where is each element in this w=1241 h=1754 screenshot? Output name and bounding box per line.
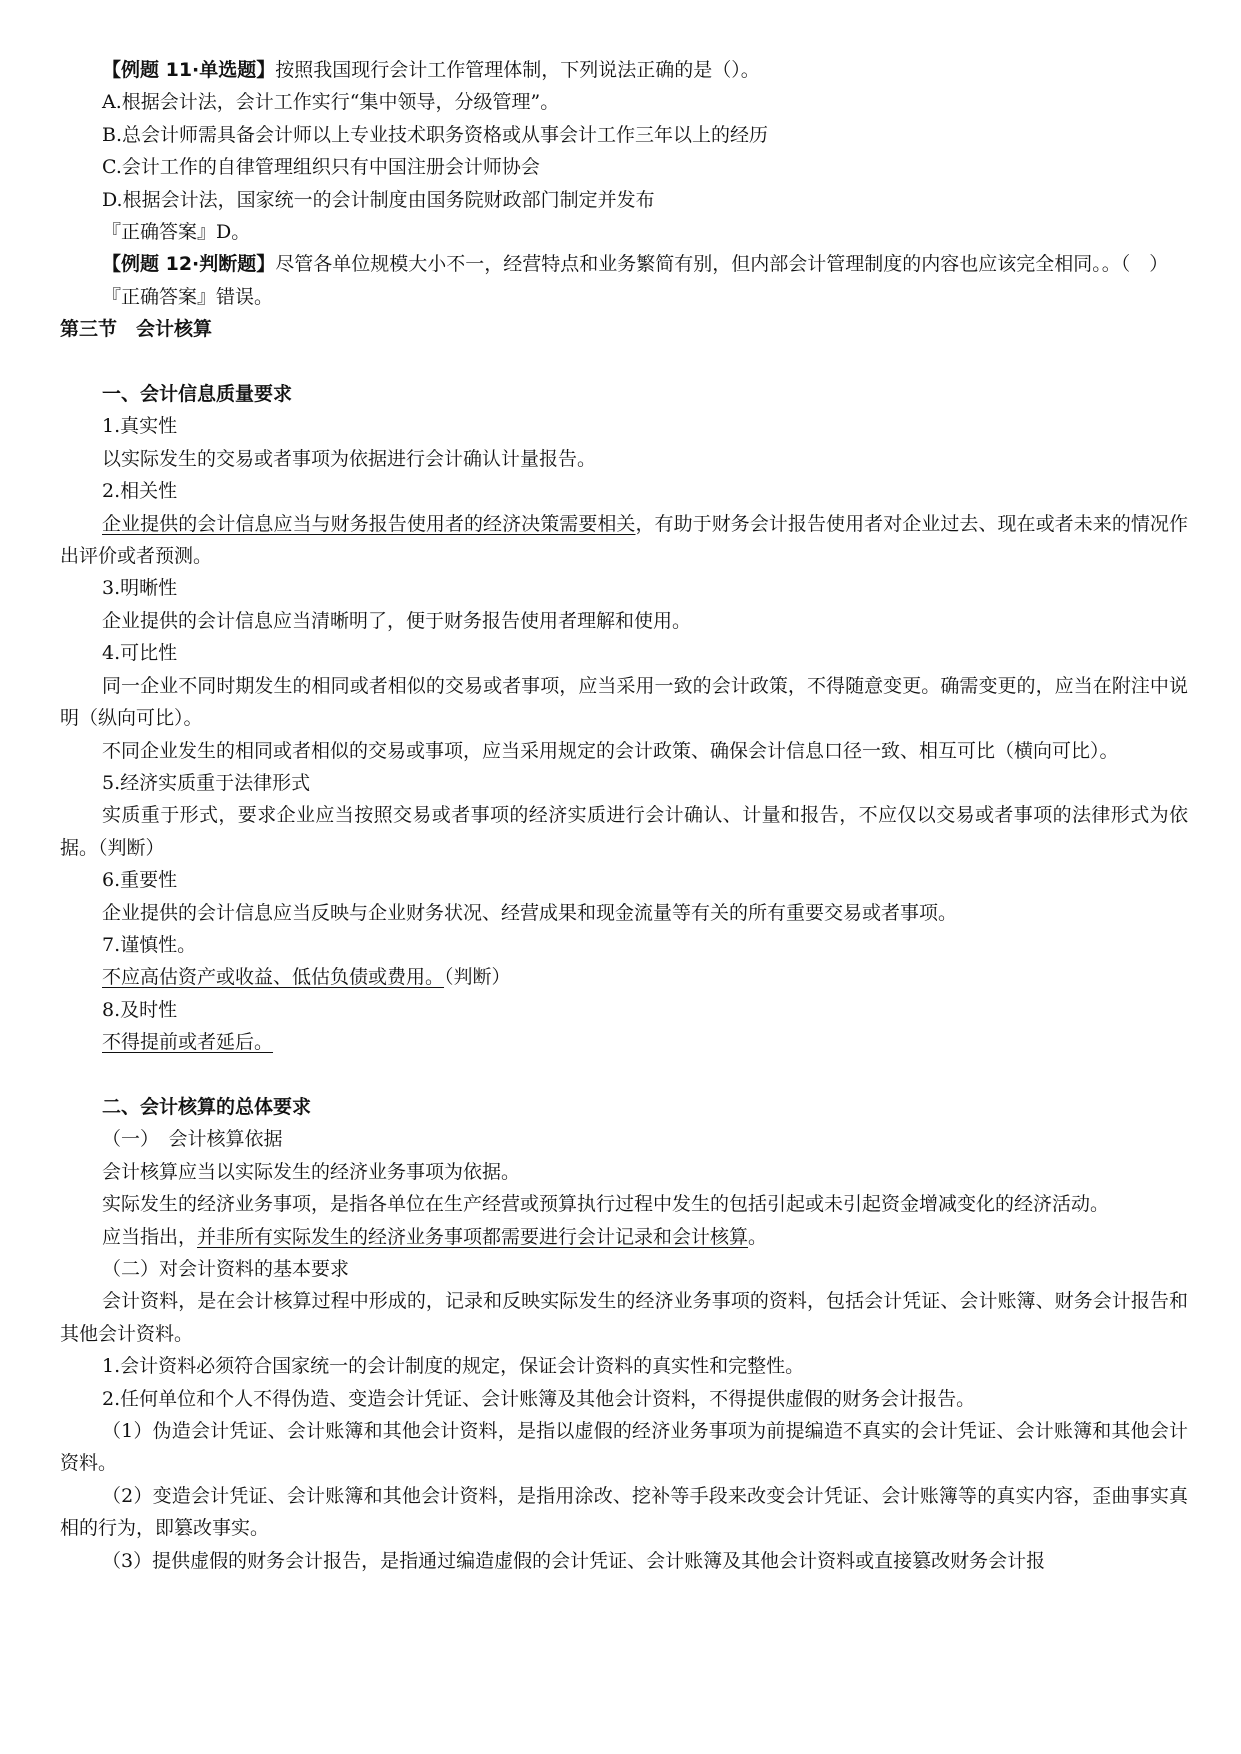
sub2-paragraph-2: 1.会计资料必须符合国家统一的会计制度的规定，保证会计资料的真实性和完整性。 [102,1355,805,1378]
sub2-paragraph-3: 2.任何单位和个人不得伪造、变造会计凭证、会计账簿及其他会计资料，不得提供虚假的财务会计报告。 [102,1387,976,1410]
item-2-underlined: 企业提供的会计信息应当与财务报告使用者的经济决策需要相关 [102,512,636,535]
sub1-paragraph-2: 实际发生的经济业务事项，是指各单位在生产经营或预算执行过程中发生的包括引起或未引起资金增减变化的经济活动。 [102,1193,1110,1216]
item-1-text: 以实际发生的交易或者事项为依据进行会计确认计量报告。 [102,447,597,470]
item-3-text: 企业提供的会计信息应当清晰明了，便于财务报告使用者理解和使用。 [102,609,692,632]
item-7-title: 7.谨慎性。 [102,933,197,956]
sub2-paragraph-5: （2）变造会计凭证、会计账簿和其他会计资料，是指用涂改、挖补等手段来改变会计凭证、会计账簿等的真实内容，歪曲事实真相的行为，即篡改事实。 [60,1484,1188,1540]
item-4-text-2: 不同企业发生的相同或者相似的交易或事项，应当采用规定的会计政策、确保会计信息口径一致、相互可比（横向可比）。 [102,739,1119,762]
item-5-title: 5.经济实质重于法律形式 [102,771,311,794]
section-title: 第三节 会计核算 [60,318,213,341]
sub1-title: （一） 会计核算依据 [102,1128,283,1151]
example-11-option-a: A.根据会计法，会计工作实行“集中领导，分级管理”。 [102,91,560,114]
example-11-answer: 『正确答案』D。 [102,221,251,244]
item-8-text [60,1026,1188,1058]
example-12-stem: 【例题 12·判断题】尽管各单位规模大小不一，经营特点和业务繁简有别，但内部会计管理制度的内容也应该完全相同。。（ ） [102,253,1169,276]
sub2-title: （二）对会计资料的基本要求 [102,1258,350,1280]
example-11-option-c: C.会计工作的自律管理组织只有中国注册会计师协会 [102,156,540,179]
document-page [60,54,1188,1577]
item-6-text: 企业提供的会计信息应当反映与企业财务状况、经营成果和现金流量等有关的所有重要交易或者事项。 [102,901,958,924]
item-5-text: 实质重于形式，要求企业应当按照交易或者事项的经济实质进行会计确认、计量和报告，不应仅以交易或者事项的法律形式为依据。（判断） [60,804,1188,859]
item-8-underlined: 不得提前或者延后。 [102,1031,274,1054]
item-6-title: 6.重要性 [102,869,178,892]
sub1-paragraph-1: 会计核算应当以实际发生的经济业务事项为依据。 [102,1160,521,1183]
item-4-text-1: 同一企业不同时期发生的相同或者相似的交易或者事项，应当采用一致的会计政策，不得随意变更。确需变更的，应当在附注中说明（纵向可比）。 [60,674,1188,730]
sub2-paragraph-4: （1）伪造会计凭证、会计账簿和其他会计资料，是指以虚假的经济业务事项为前提编造不真实的会计凭证、会计账簿和其他会计资料。 [60,1420,1188,1475]
item-7-text: 不应高估资产或收益、低估负债或费用。（判断） [102,966,511,989]
example-11-option-d: D.根据会计法，国家统一的会计制度由国务院财政部门制定并发布 [102,188,655,211]
example-11-option-b: B.总会计师需具备会计师以上专业技术职务资格或从事会计工作三年以上的经历 [102,123,769,146]
spacer [60,346,1188,378]
item-7-underlined: 不应高估资产或收益、低估负债或费用。 [102,966,445,989]
item-2-text: 企业提供的会计信息应当与财务报告使用者的经济决策需要相关，有助于财务会计报告使用者对企业过去、现在或者未来的情况作出评价或者预测。 [60,512,1188,568]
item-4-title: 4.可比性 [102,642,178,665]
item-8-title: 8.及时性 [102,998,178,1021]
sub2-paragraph-1: 会计资料，是在会计核算过程中形成的，记录和反映实际发生的经济业务事项的资料，包括会计凭证、会计账簿、财务会计报告和其他会计资料。 [60,1290,1188,1345]
part2-heading: 二、会计核算的总体要求 [102,1095,312,1118]
spacer [60,1059,1188,1091]
item-1-title: 1.真实性 [102,415,178,438]
sub1-paragraph-3: 应当指出，并非所有实际发生的经济业务事项都需要进行会计记录和会计核算。 [102,1225,768,1248]
sub1-underlined: 并非所有实际发生的经济业务事项都需要进行会计记录和会计核算 [197,1225,749,1248]
example-11-stem: 【例题 11·单选题】按照我国现行会计工作管理体制，下列说法正确的是（）。 [102,59,760,81]
example-12-label: 【例题 12·判断题】 [102,253,276,276]
item-2-title: 2.相关性 [102,480,178,503]
example-12-answer: 『正确答案』错误。 [102,285,274,308]
sub2-paragraph-6: （3）提供虚假的财务会计报告，是指通过编造虚假的会计凭证、会计账簿及其他会计资料或直接篡改财务会计报 [102,1549,1046,1572]
example-11-label: 【例题 11·单选题】 [102,59,276,81]
part1-heading: 一、会计信息质量要求 [102,383,293,406]
item-3-title: 3.明晰性 [102,577,178,600]
